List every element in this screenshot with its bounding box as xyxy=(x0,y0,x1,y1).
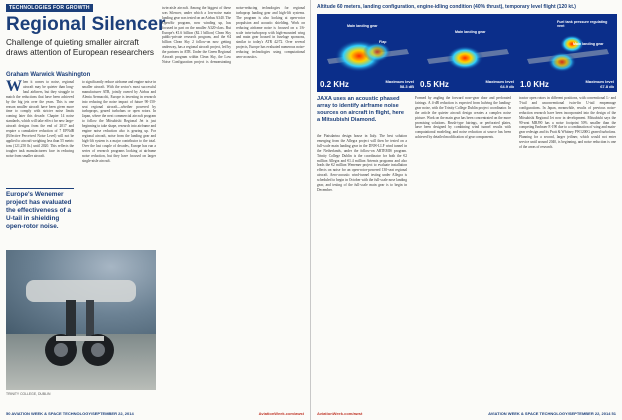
drop-cap: W xyxy=(6,80,22,95)
figure-caption: JAXA uses an acoustic phased array to identify airframe noise sources on aircraft in flight, here a Mitsubishi Diamond. xyxy=(317,96,405,123)
panel-3-label-b: Main landing gear xyxy=(573,42,604,46)
right-footer-url[interactable]: AviationWeek.com/awst xyxy=(317,411,363,416)
body-column-1-text: hen it comes to noise, regional aircraft may be quieter than long-haul airliners, but they struggle to match the reductions that have been achieved by the big jets over the years. This is one reason smaller aircraft have been given more time to comply with stricter noise limits coming later this decade. Chapter 14 noise standards, which will take effect for new large-aircraft designs from the end of 2017 and require a cumulative reduction of 7 EPNdB (Effective Perceived Noise Level) will not be applied to aircraft weighing less than 55 metric tons (121,250 lb.) until 2020. This reflects the tougher task manufacturers face in reducing noise from smaller aircraft. xyxy=(6,80,74,158)
body-column-2: to significantly reduce airframe and engine noise in smaller aircraft. With the sector's most successful manufacturer ATR, jointly owned by Airbus and Alenia Aermacchi, Europe is investing in research into reducing the noise impact of future 90-150-seat regional aircraft—whether powered by turboprops, geared turbofans or open rotors. In Japan, where the next commercial aircraft program to follow the Mitsubishi Regional Jet is just beginning to take shape, research into airframe and engine noise reduction also is gearing up. For regional aircraft, noise from the landing gear and high-lift system is a major contributor to the total. Over the last couple of decades, Europe has run a series of research programs looking at airframe noise reduction, but they have focused on larger single-aisle aircraft. xyxy=(82,80,156,163)
panel-3-max xyxy=(586,79,614,89)
right-page-number: 51 xyxy=(611,411,616,416)
left-footer-url[interactable]: AviationWeek.com/awst xyxy=(258,411,304,416)
landing-gear-illustration xyxy=(6,250,156,390)
photo-credit: TRINITY COLLEGE, DUBLIN xyxy=(6,392,51,396)
panel-1-label-a: Main landing gear xyxy=(347,24,378,28)
aircraft-gear-photo xyxy=(6,250,156,390)
panel-3-label-a: Fuel tank pressure regulating vent xyxy=(557,20,608,28)
body-column-1 xyxy=(6,80,74,186)
panel-3-max-label: Maximum level xyxy=(585,79,614,84)
panel-1-max xyxy=(386,79,414,89)
acoustic-array-figure xyxy=(317,14,617,92)
right-footer-url-wrap xyxy=(317,411,362,416)
right-body-column-1: the Piaisdarina design house in Italy. The best solution emerging from the Allegra project will then be tested on a full-scale main landing gear in the DNW-LLF wind tunnel in the Netherlands, under the follow-on ARTEMIS program. Trinity College Dublin is the coordinator for both the €2 million Allegra and €1.4 million Artemis programs and also leads the €2 million Wenemer project to evaluate installation effects on noise for an open-rotor-powered 130-seat regional aircraft. Aero-acoustic wind-tunnel testing under Allegra is scheduled to begin in October with the full-scale nose landing gear, and testing of the full-scale main gear is to begin in December. xyxy=(317,134,407,192)
left-page-number: 50 xyxy=(6,411,11,416)
panel-1-max-value: 58.3 dB xyxy=(399,84,414,89)
article-deck: Challenge of quieting smaller aircraft draws attention of European researchers xyxy=(6,38,154,57)
left-footer xyxy=(6,411,134,416)
noise-panel-0-2khz xyxy=(317,14,417,92)
panel-2-max-label: Maximum level xyxy=(485,79,514,84)
left-footer-url-wrap xyxy=(259,411,304,416)
right-publication: AVIATION WEEK & SPACE TECHNOLOGY/SEPTEMBER 22, 2014 xyxy=(488,411,611,416)
panel-1-frequency: 0.2 KHz xyxy=(320,80,349,89)
article-headline: Regional Silencer xyxy=(6,14,166,35)
panel-3-frequency: 1.0 KHz xyxy=(520,80,549,89)
panel-2-max xyxy=(486,79,514,89)
noise-panel-0-5khz xyxy=(417,14,517,92)
section-tag: TECHNOLOGIES FOR GROWTH xyxy=(6,4,93,12)
noise-panel-1-0khz xyxy=(517,14,617,92)
figure-title: Altitude 60 meters, landing configuration, engine-idling condition (40% thrust), temporary level flight (120 kt.) xyxy=(317,4,576,10)
panel-2-frequency: 0.5 KHz xyxy=(420,80,449,89)
panel-2-label-a: Main landing gear xyxy=(455,30,486,34)
right-body-column-3: tractor open rotors in different positions, with conventional L- and T-tail and unconventional twin-fin U-tail empennage configurations. In Japan, meanwhile, results of previous noise-reduction research have been incorporated into the design of the Mitsubishi Regional Jet now in development. Mitsubishi says the 90-seat MRJ90 has a noise footprint 50% smaller than the competing Embraer E-190 due to a combination of wing and main-gear redesign and its Pratt & Whitney PW1200G geared turbofans. Planning for a second, larger jetliner, which would not enter service until around 2040, is beginning, and noise reduction is one of the areas of research. xyxy=(519,96,616,150)
panel-2-max-value: 64.9 db xyxy=(500,84,514,89)
body-column-3: twin-aisle aircraft. Among the biggest of these was Silencer, under which a low-noise main landing gear was tested on an Airbus A340. The OpenAir program, now winding up, has focused in part on the smaller A320-class. But Europe's €1.6 billion ($2.1 billion) Clean Sky public-private research program, and the €4 billion Clean Sky 2 follow-on now getting underway, has a regional aircraft project, led by the partners in ATR. Under the Green Regional Aircraft program within Clean Sky, the Low Noise Configuration project is demonstrating noise-reducing technologies for regional turboprop landing gear and high-lift systems. The program is also looking at open-rotor propulsion and acoustic shielding. Work on reducing airframe noise is focused on a 1/6-scale twin-turboprop with high-mounted wing and main gear housed in fuselage sponsons, similar to today's ATR 42/72. Over several projects, Europe has evaluated numerous noise-reducing technologies using computational aero-acoustics. xyxy=(162,6,305,64)
right-footer xyxy=(488,411,616,416)
panel-3-max-value: 67.8 db xyxy=(600,84,614,89)
panel-1-label-b: Flap xyxy=(379,40,387,44)
byline: Graham Warwick Washington xyxy=(6,72,91,78)
panel-1-max-label: Maximum level xyxy=(385,79,414,84)
right-body-column-2: Formed by angling the forward nose-gear door and perforated fairings. A 4-dB reduction is expected from halving the landing-gear noise, with the Trinity College Dublin project coordinator. In the article the quieter aircraft design creates a complex noise picture. Work on the main gear has been concentrated on the more promising solutions. Brush-type fairings, or perforated plates, have been designed by combining wind tunnel results with computational modeling, and noise reduction at source has been achieved by detailed modification of gear components. xyxy=(415,96,511,140)
pull-quote: Europe's Wenemer project has evaluated the effectiveness of a U-tail in shielding open-rotor noise. xyxy=(6,188,74,231)
left-publication: AVIATION WEEK & SPACE TECHNOLOGY/SEPTEMBER 22, 2014 xyxy=(11,411,134,416)
right-page xyxy=(311,0,622,420)
